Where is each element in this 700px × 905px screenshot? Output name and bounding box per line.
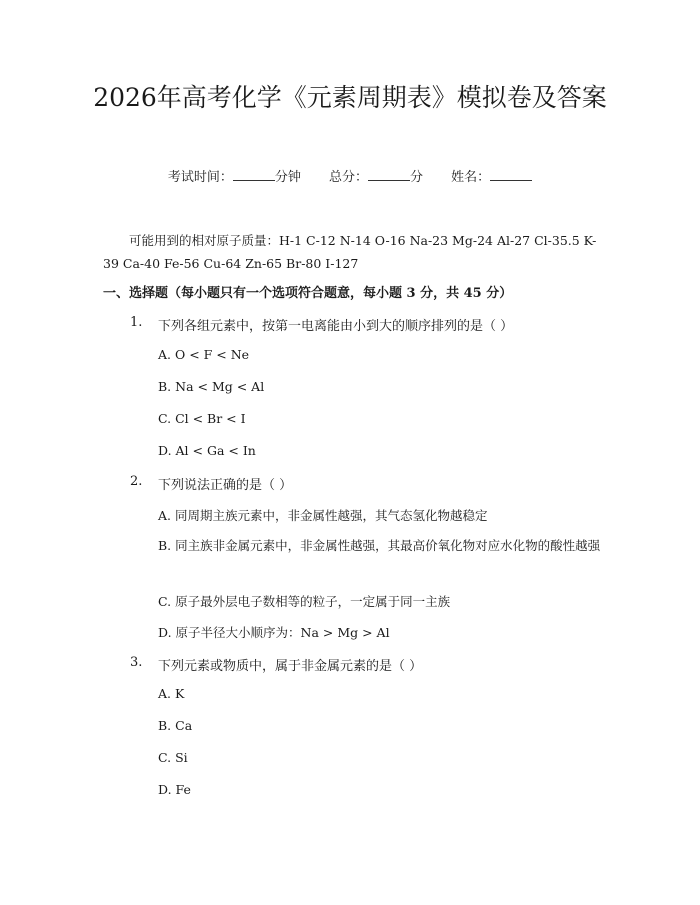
question-2-option-b: B. 同主族非金属元素中，非金属性越强，其最高价氧化物对应水化物的酸性越强 <box>158 538 601 553</box>
question-1-option-a: A. O < F < Ne <box>158 347 250 362</box>
exam-time-blank <box>233 168 275 181</box>
question-2-option-d: D. 原子半径大小顺序为：Na > Mg > Al <box>158 625 390 640</box>
exam-time-label: 考试时间： <box>167 170 233 185</box>
question-1-option-d: D. Al < Ga < In <box>158 443 256 458</box>
question-1-option-c: C. Cl < Br < I <box>158 411 246 426</box>
question-2-option-c: C. 原子最外层电子数相等的粒子，一定属于同一主族 <box>158 594 451 609</box>
name-label: 姓名： <box>451 170 491 185</box>
total-score-field <box>329 170 423 185</box>
exam-time-field <box>168 170 301 185</box>
question-number: 2. <box>130 474 143 489</box>
total-score-unit: 分 <box>410 170 424 185</box>
question-3-option-d: D. Fe <box>158 782 191 797</box>
question-1-option-b: B. Na < Mg < Al <box>158 379 265 394</box>
total-score-blank <box>368 168 410 181</box>
name-blank <box>490 168 532 181</box>
question-text: 下列元素或物质中，属于非金属元素的是（ ） <box>158 659 423 674</box>
atomic-mass-note: 可能用到的相对原子质量：H-1 C-12 N-14 O-16 Na-23 Mg-24 Al-27 Cl-35.5 K-39 Ca-40 Fe-56 Cu-64 Zn-65 Br-80 I-127 <box>103 233 597 271</box>
total-score-label: 总分： <box>328 170 368 185</box>
question-text: 下列说法正确的是（ ） <box>158 478 293 493</box>
question-number: 1. <box>130 315 143 330</box>
page-title: 2026年高考化学《元素周期表》模拟卷及答案 <box>93 83 607 112</box>
question-number: 3. <box>130 655 143 670</box>
question-3-option-b: B. Ca <box>158 718 193 733</box>
exam-time-unit: 分钟 <box>274 170 301 185</box>
name-field <box>451 170 532 185</box>
section-heading-multiple-choice: 一、选择题（每小题只有一个选项符合题意，每小题 3 分，共 45 分） <box>103 286 513 301</box>
exam-info-line <box>0 166 700 185</box>
question-2-option-a: A. 同周期主族元素中，非金属性越强，其气态氢化物越稳定 <box>158 508 488 523</box>
question-text: 下列各组元素中，按第一电离能由小到大的顺序排列的是（ ） <box>158 319 514 334</box>
question-3-option-c: C. Si <box>158 750 188 765</box>
question-3-option-a: A. K <box>158 686 185 701</box>
